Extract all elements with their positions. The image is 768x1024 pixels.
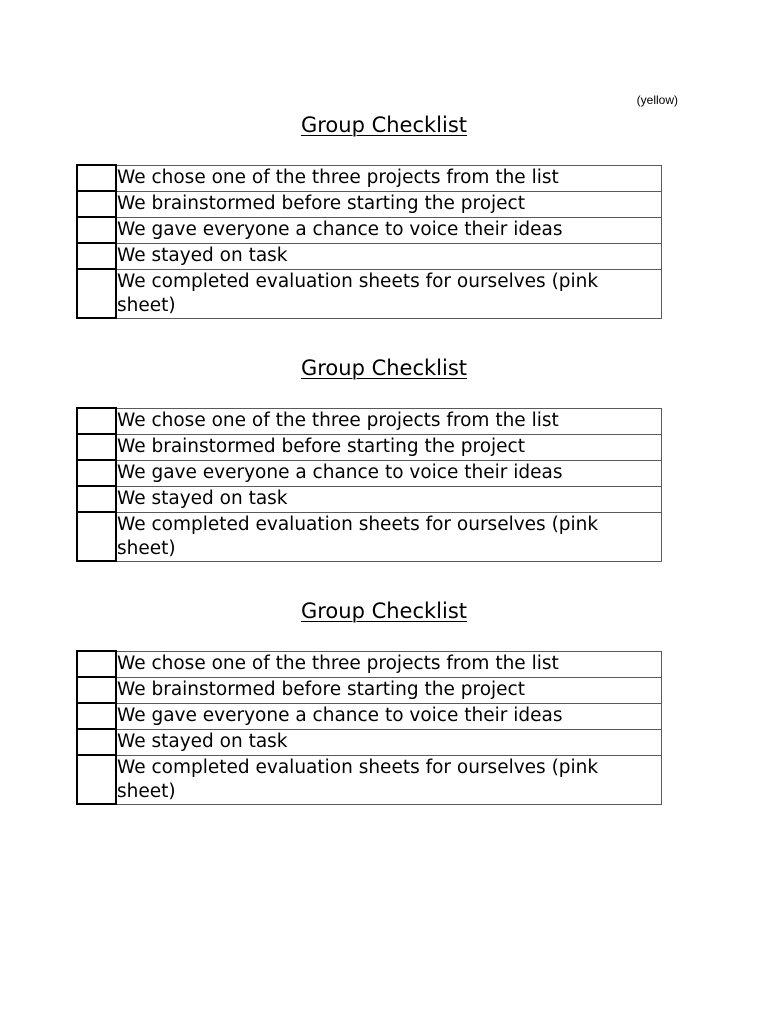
checklist-item-label: We completed evaluation sheets for ourselves (pink sheet) bbox=[116, 755, 662, 804]
checklist-row bbox=[77, 408, 662, 434]
checklist-item-label: We brainstormed before starting the project bbox=[116, 677, 662, 703]
checkbox[interactable] bbox=[77, 460, 116, 486]
checklist-row bbox=[77, 677, 662, 703]
checklist-table bbox=[76, 650, 662, 805]
checklist-item-label: We chose one of the three projects from the list bbox=[116, 651, 662, 677]
checklist-item-label: We brainstormed before starting the project bbox=[116, 191, 662, 217]
checklist-item-label: We completed evaluation sheets for ourselves (pink sheet) bbox=[116, 269, 662, 318]
checklist-item-label: We gave everyone a chance to voice their ideas bbox=[116, 217, 662, 243]
checkbox[interactable] bbox=[77, 651, 116, 677]
section-title: Group Checklist bbox=[300, 113, 468, 137]
checkbox[interactable] bbox=[77, 165, 116, 191]
checkbox[interactable] bbox=[77, 434, 116, 460]
checklist-row bbox=[77, 434, 662, 460]
checklist-row bbox=[77, 243, 662, 269]
checklist-row bbox=[77, 486, 662, 512]
checkbox[interactable] bbox=[77, 269, 116, 318]
checklist-item-label: We stayed on task bbox=[116, 486, 662, 512]
checkbox[interactable] bbox=[77, 486, 116, 512]
checklist-item-label: We completed evaluation sheets for ourselves (pink sheet) bbox=[116, 512, 662, 561]
color-note: (yellow) bbox=[636, 93, 678, 107]
checklist-table bbox=[76, 407, 662, 562]
checklist-row bbox=[77, 269, 662, 318]
checklist-item-label: We gave everyone a chance to voice their ideas bbox=[116, 460, 662, 486]
checkbox[interactable] bbox=[77, 217, 116, 243]
checklist-row bbox=[77, 651, 662, 677]
checkbox[interactable] bbox=[77, 512, 116, 561]
checklist-item-label: We stayed on task bbox=[116, 729, 662, 755]
checklist-item-label: We brainstormed before starting the project bbox=[116, 434, 662, 460]
section-title: Group Checklist bbox=[300, 599, 468, 623]
checkbox[interactable] bbox=[77, 408, 116, 434]
checklist-row bbox=[77, 460, 662, 486]
checklist-row bbox=[77, 755, 662, 804]
checklist-row bbox=[77, 512, 662, 561]
checklist-item-label: We gave everyone a chance to voice their ideas bbox=[116, 703, 662, 729]
checkbox[interactable] bbox=[77, 677, 116, 703]
checklist-row bbox=[77, 729, 662, 755]
checklist-item-label: We stayed on task bbox=[116, 243, 662, 269]
section-title: Group Checklist bbox=[300, 356, 468, 380]
checklist-table bbox=[76, 164, 662, 319]
checkbox[interactable] bbox=[77, 755, 116, 804]
checkbox[interactable] bbox=[77, 703, 116, 729]
checklist-item-label: We chose one of the three projects from the list bbox=[116, 408, 662, 434]
checklist-row bbox=[77, 703, 662, 729]
checklist-row bbox=[77, 191, 662, 217]
checkbox[interactable] bbox=[77, 243, 116, 269]
checklist-row bbox=[77, 165, 662, 191]
checkbox[interactable] bbox=[77, 729, 116, 755]
checkbox[interactable] bbox=[77, 191, 116, 217]
checklist-item-label: We chose one of the three projects from the list bbox=[116, 165, 662, 191]
checklist-row bbox=[77, 217, 662, 243]
